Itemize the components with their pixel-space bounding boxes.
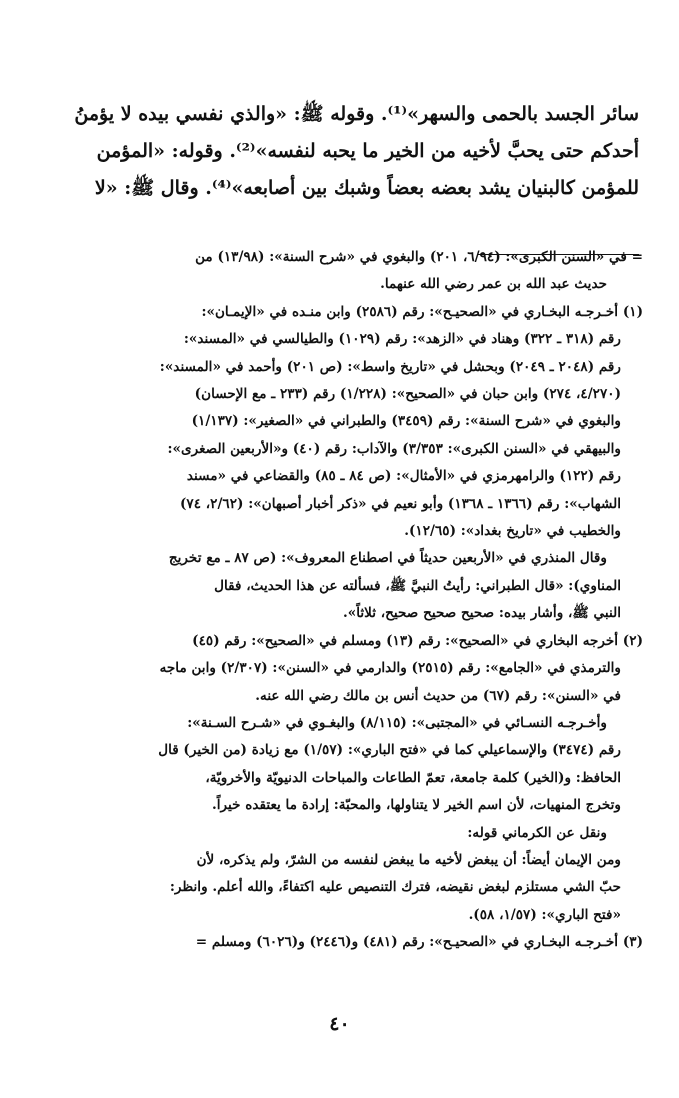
footnote-line: النبي ﷺ، وأشار بيده: صحيح صحيح صحيح، ثلاثاً». <box>342 605 621 622</box>
footnotes <box>38 244 643 957</box>
footnote-line: ومن الإيمان أيضاً: أن يبغض لأخيه ما يبغض لنفسه من الشرّ، ولم يذكره، لأن <box>196 851 621 868</box>
footnote-line: وتخرج المنهيات، لأن اسم الخير لا يتناولها، والمحبّة: إرادة ما يعتقده خيراً. <box>212 797 621 814</box>
footnote-line: حديث عبد الله بن عمر رضي الله عنهما. <box>380 276 607 293</box>
footnote-line: رقم (٣١٨ ـ ٣٢٢) وهناد في «الزهد»: رقم (١٠٢٩) والطيالسي في «المسند»: <box>183 331 621 348</box>
footnote-line: (٢) أخرجه البخاري في «الصحيح»: رقم (١٣) ومسلم في «الصحيح»: رقم (٤٥) <box>192 632 643 649</box>
footnote-line: الحافظ: و(الخير) كلمة جامعة، تعمّ الطاعات والمباحات الدنيويّة والأخرويّة، <box>205 769 621 786</box>
footnote-line: رقم (١٢٢) والرامهرمزي في «الأمثال»: (ص ٨٤ ـ ٨٥) والقضاعي في «مسند <box>186 468 621 485</box>
footnote-line: والخطيب في «تاريخ بغداد»: (١٢/٦٥). <box>404 523 621 540</box>
footnote-line: في «السنن»: رقم (٦٧) من حديث أنس بن مالك رضي الله عنه. <box>255 687 621 704</box>
main-line: للمؤمن كالبنيان يشد بعضه بعضاً وشبك بين أصابعه»⁽⁴⁾. وقال ﷺ: «لا <box>94 177 639 199</box>
footnote-line: وأخـرجـه النسـائي في «المجتبى»: (٨/١١٥) والبغـوي في «شـرح السـنة»: <box>187 714 607 731</box>
footnote-line: (٤/٢٧٠، ٢٧٤) وابن حبان في «الصحيح»: (١/٢٢٨) رقم (٢٣٣ ـ مع الإحسان) <box>194 386 621 403</box>
footnote-line: والبغوي في «شرح السنة»: رقم (٣٤٥٩) والطبراني في «الصغير»: (١/١٣٧) <box>191 413 621 430</box>
footnote-line: «فتح الباري»: (١/٥٧، ٥٨). <box>468 906 621 923</box>
footnote-line: المناوي): «قال الطبراني: رأيتُ النبيَّ ﷺ، فسألته عن هذا الحديث، فقال <box>214 577 621 594</box>
footnote-line: ونقل عن الكرماني قوله: <box>467 824 607 841</box>
page-number: ٤٠ <box>329 1013 350 1035</box>
footnote-line: = في «السنن الكبرى»: (٦/٩٤، ٢٠١) والبغوي في «شرح السنة»: (١٣/٩٨) من <box>195 249 643 265</box>
footnote-line: وقال المنذري في «الأربعين حديثاً في اصطناع المعروف»: (ص ٨٧ ـ مع تخريج <box>168 550 607 567</box>
footnote-line: الشهاب»: رقم (١٣٦٦ ـ ١٣٦٨) وأبو نعيم في «ذكر أخبار أصبهان»: (٢/٦٢، ٧٤) <box>179 495 621 512</box>
main-line: أحدكم حتى يحبَّ لأخيه من الخير ما يحبه لنفسه»⁽²⁾. وقوله: «المؤمن <box>96 140 639 162</box>
footnote-line: حبّ الشي مستلزم لبغض نقيضه، فترك التنصيص عليه اكتفاءً، والله أعلم. وانظر: <box>169 879 621 896</box>
footnote-line: والترمذي في «الجامع»: رقم (٢٥١٥) والدارمي في «السنن»: (٢/٣٠٧) وابن ماجه <box>159 660 621 677</box>
footnote-line: (١) أخـرجـه البخـاري في «الصحيـح»: رقم (٢٥٨٦) وابن منـده في «الإيمـان»: <box>201 303 643 320</box>
footnote-line: رقم (٢٠٤٨ ـ ٢٠٤٩) وبحشل في «تاريخ واسط»: (ص ٢٠١) وأحمد في «المسند»: <box>159 358 621 375</box>
main-text <box>40 96 639 207</box>
main-line: سائر الجسد بالحمى والسهر»⁽¹⁾. وقوله ﷺ: «والذي نفسي بيده لا يؤمنُ <box>74 103 639 125</box>
footnote-line: رقم (٣٤٧٤) والإسماعيلي كما في «فتح الباري»: (١/٥٧) مع زيادة (من الخير) قال <box>158 742 621 759</box>
footnote-line: والبيهقي في «السنن الكبرى»: ٣/٣٥٣) والآداب: رقم (٤٠) و«الأربعين الصغرى»: <box>167 440 621 457</box>
footnote-line: (٣) أخـرجـه البخـاري في «الصحيـح»: رقم (٤٨١) و(٢٤٤٦) و(٦٠٢٦) ومسلم = <box>195 934 643 951</box>
